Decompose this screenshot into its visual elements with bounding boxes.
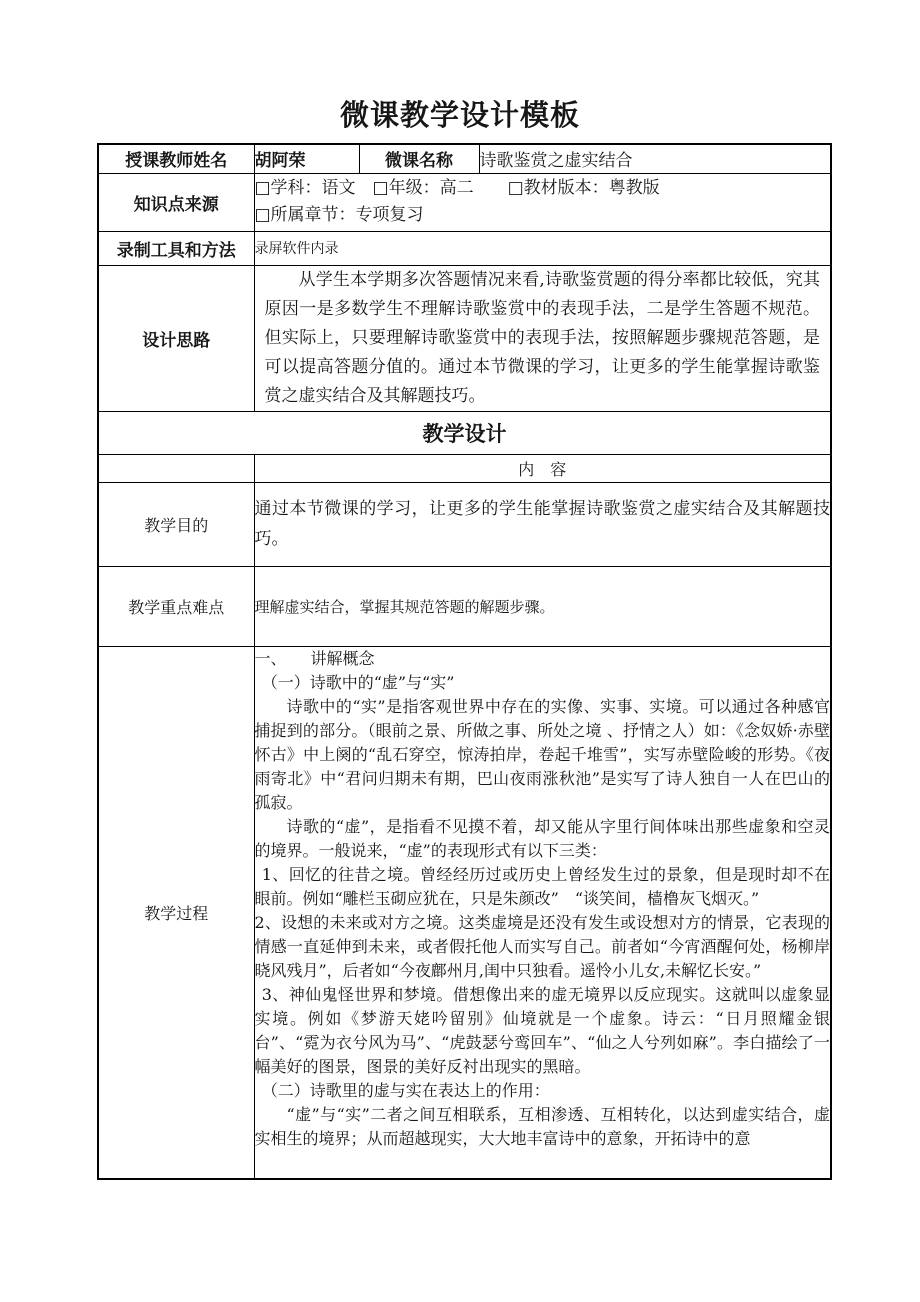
section-header-teaching-design: 教学设计	[98, 411, 831, 454]
process-paragraph: 诗歌的“虚”，是指看不见摸不着，却又能从字里行间体味出那些虚象和空灵的境界。一般说来，“虚”的表现形式有以下三类：	[254, 816, 830, 860]
design-idea-label: 设计思路	[98, 265, 254, 411]
process-paragraph: （一）诗歌中的“虚”与“实”	[261, 672, 455, 692]
table-row	[98, 231, 831, 265]
course-name-label: 微课名称	[359, 144, 479, 173]
teaching-focus-label: 教学重点难点	[98, 566, 254, 646]
teaching-focus-value: 理解虚实结合，掌握其规范答题的解题步骤。	[254, 566, 831, 646]
process-paragraph: “虚”与“实”二者之间互相联系，互相渗透、互相转化，以达到虚实结合，虚实相生的境界；从而超越现实，大大地丰富诗中的意象，开拓诗中的意	[254, 1104, 830, 1148]
process-paragraph: 2、设想的未来或对方之境。这类虚境是还没有发生或设想对方的情景，它表现的情感一直延伸到未来，或者假托他人而实写自己。前者如“今宵酒醒何处，杨柳岸晓风残月”，后者如“今夜鄜州月,闺中只独看。遥怜小儿女,未解忆长安。”	[254, 912, 830, 980]
process-paragraph: （二）诗歌里的虚与实在表达上的作用：	[261, 1080, 550, 1100]
teacher-name-label: 授课教师姓名	[98, 144, 254, 173]
teaching-process-label: 教学过程	[98, 646, 254, 1179]
recording-tool-value: 录屏软件内录	[254, 231, 831, 265]
knowledge-source-value	[254, 173, 831, 231]
teaching-process-text	[255, 647, 831, 1171]
process-paragraph: 3、神仙鬼怪世界和梦境。借想像出来的虚无境界以反应现实。这就叫以虚象显实境。例如《梦游天姥吟留别》仙境就是一个虚象。诗云：“日月照耀金银台”、“霓为衣兮风为马”、“虎鼓瑟兮鸾回车”、“仙之人兮列如麻”。李白描绘了一幅美好的图景，图景的美好反衬出现实的黑暗。	[254, 984, 830, 1076]
table-row	[98, 482, 831, 566]
content-header: 内 容	[254, 454, 831, 482]
empty-cell	[98, 454, 254, 482]
table-row	[98, 411, 831, 454]
teacher-name-value: 胡阿荣	[254, 144, 359, 173]
teaching-purpose-label: 教学目的	[98, 482, 254, 566]
table-row	[98, 144, 831, 173]
page-title: 微课教学设计模板	[339, 98, 580, 132]
lesson-design-table	[97, 143, 832, 1180]
table-row	[98, 646, 831, 1179]
process-paragraph: 诗歌中的“实”是指客观世界中存在的实像、实事、实境。可以通过各种感官捕捉到的部分。（眼前之景、所做之事、所处之境 、抒情之人）如：《念奴娇·赤壁怀古》中上阕的“乱石穿空，惊涛拍岸，卷起千堆雪”，实写赤壁险峻的形势。《夜雨寄北》中“君问归期未有期，巴山夜雨涨秋池”是实写了诗人独自一人在巴山的孤寂。	[254, 696, 830, 812]
recording-tool-label: 录制工具和方法	[98, 231, 254, 265]
knowledge-source-line2: □所属章节：专项复习	[254, 205, 424, 225]
process-paragraph: 1、回忆的往昔之境。曾经经历过或历史上曾经发生过的景象，但是现时却不在眼前。例如“雕栏玉砌应犹在，只是朱颜改” “谈笑间，樯橹灰飞烟灭。”	[254, 864, 830, 908]
teaching-process-cell	[254, 646, 831, 1179]
design-idea-text: 从学生本学期多次答题情况来看,诗歌鉴赏题的得分率都比较低，究其原因一是多数学生不理解诗歌鉴赏中的表现手法，二是学生答题不规范。但实际上，只要理解诗歌鉴赏中的表现手法，按照解题步骤规范答题，是可以提高答题分值的。通过本节微课的学习，让更多的学生能掌握诗歌鉴赏之虚实结合及其解题技巧。	[264, 269, 820, 406]
table-row	[98, 265, 831, 411]
teaching-purpose-value: 通过本节微课的学习，让更多的学生能掌握诗歌鉴赏之虚实结合及其解题技巧。	[254, 482, 831, 566]
table-row	[98, 454, 831, 482]
table-row	[98, 173, 831, 231]
table-row	[98, 566, 831, 646]
knowledge-source-label: 知识点来源	[98, 173, 254, 231]
course-name-value: 诗歌鉴赏之虚实结合	[479, 144, 831, 173]
knowledge-source-line1: □学科：语文 □年级：高二 □教材版本：粤教版	[254, 178, 660, 198]
design-idea-cell	[254, 265, 831, 411]
process-paragraph: 一、 讲解概念	[254, 648, 375, 668]
